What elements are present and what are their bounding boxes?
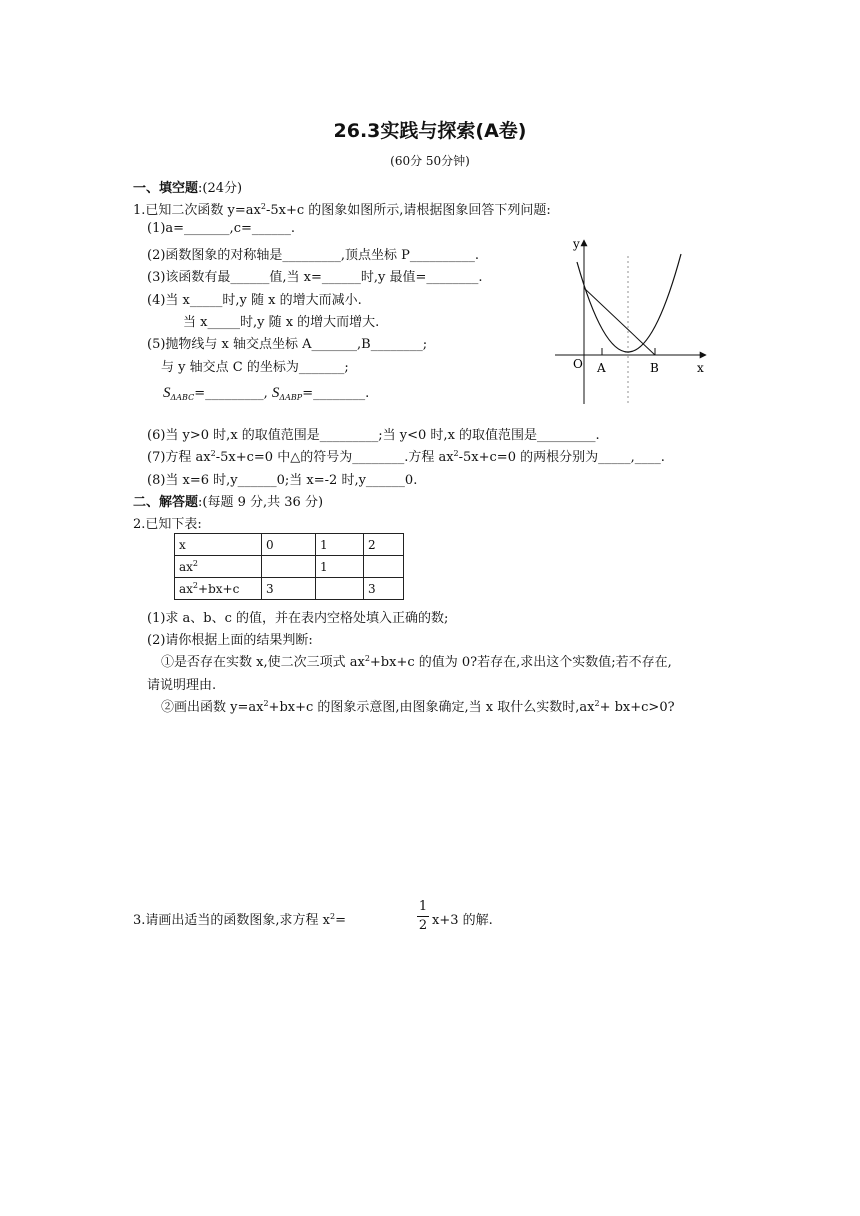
q2-part3: [161, 651, 672, 670]
table-row: [175, 556, 404, 578]
parabola-curve: [577, 254, 681, 352]
q2-p3-post: +bx+c 的值为 0?若存在,求出这个实数值;若不存在,: [369, 655, 672, 670]
q1-area-line: [163, 385, 369, 402]
section2-heading: [133, 491, 323, 510]
table-cell: 2: [364, 534, 404, 556]
values-table: [174, 533, 404, 600]
table-label-ax: ax: [179, 581, 193, 596]
page-title: 26.3实践与探索(A卷): [333, 120, 527, 142]
label-x: x: [697, 361, 704, 375]
table-label-ax: ax: [179, 559, 193, 574]
q2-part1: (1)求 a、b、c 的值，并在表内空格处填入正确的数;: [147, 611, 449, 626]
table-cell: 3: [262, 578, 316, 600]
parabola-graph: [553, 234, 723, 408]
q2-part2: (2)请你根据上面的结果判断:: [147, 633, 313, 648]
label-o: O: [573, 357, 583, 371]
page-subtitle: (60分 50分钟): [390, 154, 470, 168]
table-label-bxc: +bx+c: [198, 581, 240, 596]
table-row: [175, 534, 404, 556]
q1-line5: (5)抛物线与 x 轴交点坐标 A_______,B________;: [147, 337, 428, 352]
q1-line4: (4)当 x_____时,y 随 x 的增大而减小.: [147, 293, 362, 308]
q1-line1: (1)a=_______,c=______.: [147, 221, 295, 236]
q1-l7-post: -5x+c=0 的两根分别为_____,____.: [458, 450, 665, 465]
area-abp-sub: ΔABP: [279, 393, 303, 402]
q1-line3: (3)该函数有最______值,当 x=______时,y 最值=________.: [147, 270, 483, 285]
section1-title: 一、填空题: [133, 181, 199, 196]
fraction-bar: [417, 916, 429, 917]
q1-l7-sup2: 2: [453, 449, 459, 458]
q1-line6: (6)当 y>0 时,x 的取值范围是_________;当 y<0 时,x 的取值范围是_________.: [147, 428, 600, 443]
q2-stem: 2.已知下表:: [133, 517, 202, 532]
fraction-denominator: 2: [418, 918, 428, 933]
section2-points: :(每题 9 分,共 36 分): [198, 495, 324, 510]
area-abp-blank: =________.: [302, 386, 370, 401]
area-abp-symbol: S: [271, 385, 280, 401]
area-abc-blank: =_________,: [194, 386, 268, 401]
q1-line4b: 当 x_____时,y 随 x 的增大而增大.: [183, 315, 380, 330]
q1-l7-sup: 2: [210, 449, 216, 458]
table-row: [175, 578, 404, 600]
q2-p4-sup: 2: [263, 699, 269, 708]
q1-line5b: 与 y 轴交点 C 的坐标为_______;: [161, 360, 349, 375]
table-cell: [175, 578, 262, 600]
q2-p3-pre: ①是否存在实数 x,使二次三项式 ax: [161, 655, 365, 670]
table-cell: x: [175, 534, 262, 556]
area-abc-sub: ΔABC: [170, 393, 195, 402]
table-cell: 3: [364, 578, 404, 600]
q1-line8: (8)当 x=6 时,y______0;当 x=-2 时,y______0.: [147, 473, 418, 488]
area-abc-symbol: S: [163, 385, 171, 401]
table-cell: 0: [262, 534, 316, 556]
q2-p4-post: + bx+c>0?: [599, 700, 675, 715]
q3-sup: 2: [330, 912, 336, 921]
q1-stem-pre: 1.已知二次函数 y=ax: [133, 203, 261, 218]
q1-line7: [147, 446, 665, 465]
q1-stem: [133, 199, 551, 218]
q1-l7-mid: -5x+c=0 中△的符号为________.方程 ax: [215, 450, 454, 465]
table-label-sup: 2: [192, 580, 199, 590]
q3-line: [133, 909, 346, 928]
fraction-numerator: 1: [418, 899, 428, 914]
section1-points: :(24分): [198, 181, 243, 196]
table-cell: 1: [316, 556, 364, 578]
q1-l7-pre: (7)方程 ax: [147, 450, 211, 465]
label-b: B: [650, 361, 659, 375]
q2-p4-mid: +bx+c 的图象示意图,由图象确定,当 x 取什么实数时,ax: [268, 700, 595, 715]
section2-title: 二、解答题: [133, 495, 199, 510]
q3-post: x+3 的解.: [432, 913, 493, 928]
q2-part4: [161, 696, 675, 715]
q3-fraction: [417, 900, 429, 933]
table-cell: [262, 556, 316, 578]
table-cell: 1: [316, 534, 364, 556]
q1-stem-sup: 2: [260, 202, 266, 211]
label-a: A: [597, 361, 606, 375]
q2-p3-sup: 2: [364, 654, 370, 663]
q2-part3b: 请说明理由.: [147, 678, 217, 693]
table-cell: [364, 556, 404, 578]
q1-line2: (2)函数图象的对称轴是_________,顶点坐标 P__________.: [147, 248, 480, 263]
label-y: y: [573, 237, 580, 251]
q3-eq: =: [335, 913, 346, 928]
q2-p4-pre: ②画出函数 y=ax: [161, 700, 264, 715]
table-label-sup: 2: [192, 558, 199, 568]
table-cell: [175, 556, 262, 578]
q1-stem-post: -5x+c 的图象如图所示,请根据图象回答下列问题:: [265, 203, 551, 218]
segment-cb: [584, 288, 655, 355]
section1-heading: [133, 177, 242, 196]
table-cell: [316, 578, 364, 600]
q2-p4-sup2: 2: [594, 699, 600, 708]
q3-pre: 3.请画出适当的函数图象,求方程 x: [133, 913, 330, 928]
